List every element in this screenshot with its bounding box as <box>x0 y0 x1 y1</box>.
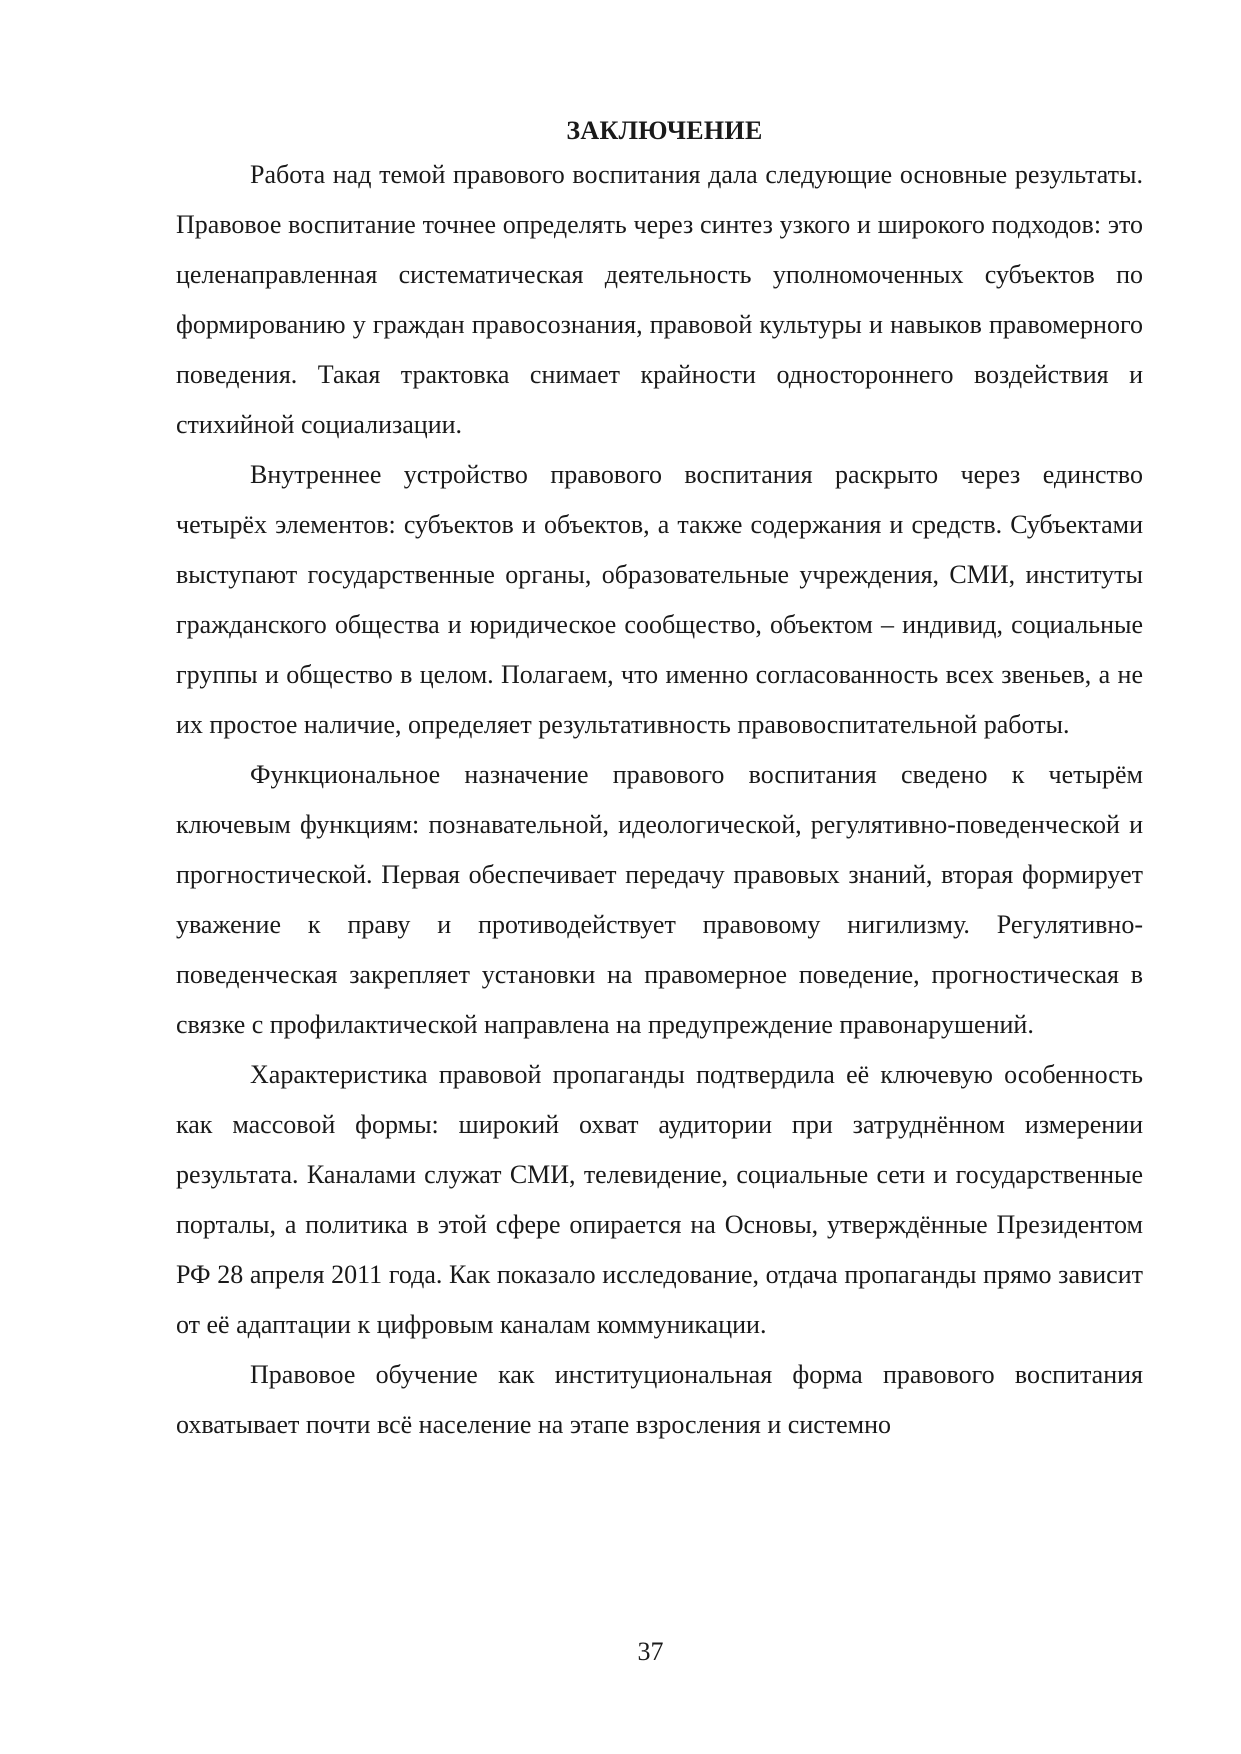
section-heading: ЗАКЛЮЧЕНИЕ <box>566 116 763 145</box>
page-content <box>176 112 1143 1450</box>
paragraph-3: Функциональное назначение правового воспитания сведено к четырём ключевым функциям: познавательной, идеологической, регулятивно-поведенческой и прогностической. Первая обеспечивает передачу правовых знаний, вторая формирует уважение к праву и противодействует правовому нигилизму. Регулятивно-поведенческая закрепляет установки на правомерное поведение, прогностическая в связке с профилактической направлена на предупреждение правонарушений. <box>176 760 1143 1039</box>
paragraph-4: Характеристика правовой пропаганды подтвердила её ключевую особенность как массовой формы: широкий охват аудитории при затруднённом измерении результата. Каналами служат СМИ, телевидение, социальные сети и государственные порталы, а политика в этой сфере опирается на Основы, утверждённые Президентом РФ 28 апреля 2011 года. Как показало исследование, отдача пропаганды прямо зависит от её адаптации к цифровым каналам коммуникации. <box>176 1060 1143 1339</box>
paragraph-1: Работа над темой правового воспитания дала следующие основные результаты. Правовое воспитание точнее определять через синтез узкого и широкого подходов: это целенаправленная систематическая деятельность уполномоченных субъектов по формированию у граждан правосознания, правовой культуры и навыков правомерного поведения. Такая трактовка снимает крайности одностороннего воздействия и стихийной социализации. <box>176 160 1143 439</box>
page-number: 37 <box>637 1637 664 1666</box>
paragraph-5: Правовое обучение как институциональная форма правового воспитания охватывает почти всё население на этапе взросления и системно <box>176 1360 1143 1439</box>
paragraph-2: Внутреннее устройство правового воспитания раскрыто через единство четырёх элементов: субъектов и объектов, а также содержания и средств. Субъектами выступают государственные органы, образовательные учреждения, СМИ, институты гражданского общества и юридическое сообщество, объектом – индивид, социальные группы и общество в целом. Полагаем, что именно согласованность всех звеньев, а не их простое наличие, определяет результативность правовоспитательной работы. <box>176 460 1143 739</box>
